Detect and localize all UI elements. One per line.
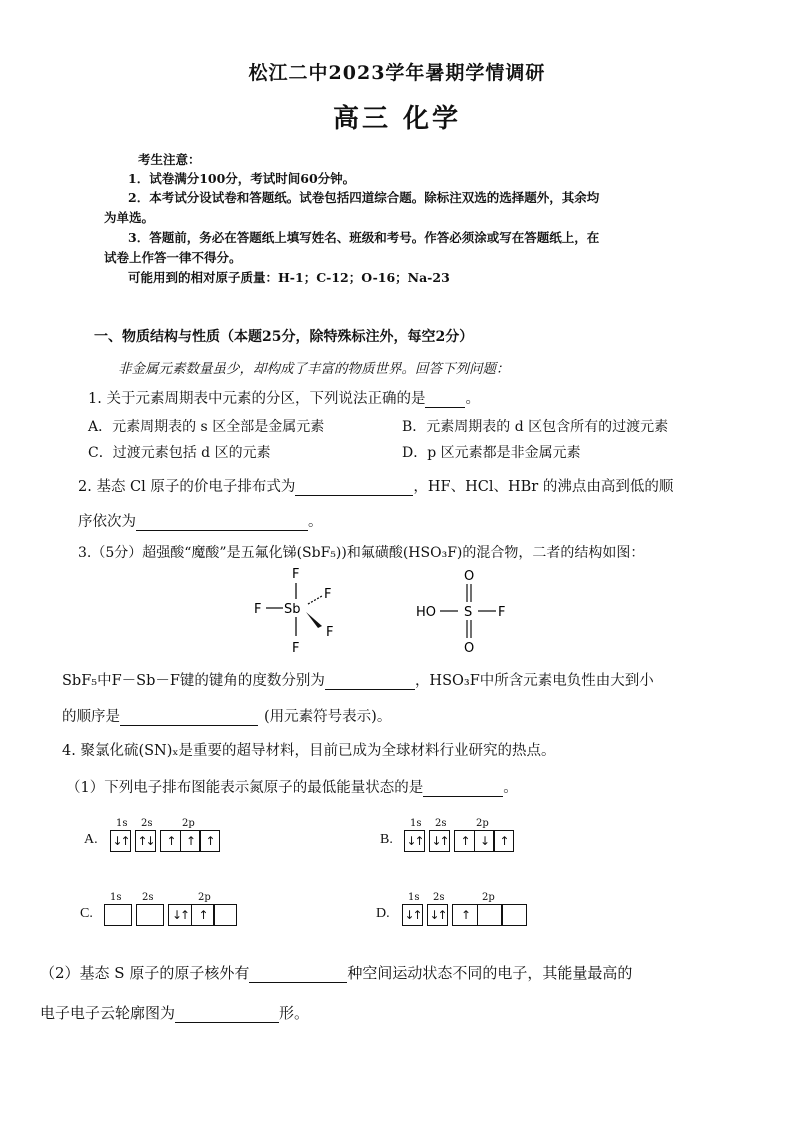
orbital-box [104, 904, 132, 926]
orbital-label: 2s [433, 892, 445, 903]
q1-option-c: C．过渡元素包括 d 区的元素 [88, 445, 271, 461]
orbital-option-b-letter: B. [380, 832, 393, 847]
hso3f-o-bottom: O [464, 641, 475, 656]
orbital-box [501, 904, 527, 926]
q1-stem: 1. 关于元素周期表中元素的分区，下列说法正确的是 [88, 391, 426, 407]
hso3f-ho: HO [416, 605, 437, 620]
orbital-box: ↓↑ [427, 904, 448, 926]
q3-blank-1[interactable] [325, 673, 415, 690]
orbital-box [136, 904, 164, 926]
hso3f-center: S [464, 605, 473, 620]
exam-title: 松江二中2023学年暑期学情调研 [248, 62, 546, 84]
question-3-line1: SbF₅中F－Sb－F键的键角的度数分别为 ，HSO₃F中所含元素电负性由大到小 [62, 673, 654, 689]
orbital-box: ↓↑ [429, 830, 450, 852]
question-4-sub1: （1）下列电子排布图能表示氮原子的最低能量状态的是 。 [66, 780, 518, 796]
question-4-sub2: （2）基态 S 原子的原子核外有 种空间运动状态不同的电子，其能量最高的 [40, 964, 633, 982]
orbital-diagram-c[interactable] [104, 892, 241, 926]
q1-answer-blank[interactable] [425, 391, 465, 408]
sbf5-f-top: F [292, 567, 300, 582]
orbital-label: 2s [141, 818, 153, 829]
atomic-masses: 可能用到的相对原子质量：H-1；C-12；O-16；Na-23 [128, 270, 450, 285]
orbital-box: ↓↑ [110, 830, 131, 852]
orbital-box [213, 904, 237, 926]
question-4-stem: 4. 聚氯化硫(SN)ₓ是重要的超导材料，目前已成为全球材料行业研究的热点。 [62, 743, 556, 759]
question-3-line2: 的顺序是 (用元素符号表示)。 [62, 709, 392, 725]
orbital-box: ↓↑ [168, 904, 192, 926]
orbital-box: ↑ [454, 830, 475, 852]
orbital-diagram-a[interactable] [110, 818, 224, 852]
notice-item-1: 1．试卷满分100分，考试时间60分钟。 [128, 171, 356, 186]
orbital-label: 2p [482, 892, 495, 903]
q2-blank-1[interactable] [295, 479, 413, 496]
notice-heading: 考生注意： [138, 152, 201, 167]
orbital-box: ↓ [474, 830, 495, 852]
notice-item-3a: 3．答题前，务必在答题纸上填写姓名、班级和考号。作答必须涂或写在答题纸上，在 [128, 230, 600, 245]
orbital-box: ↑↓ [135, 830, 156, 852]
q4-blank-1[interactable] [423, 780, 503, 797]
orbital-box: ↑ [452, 904, 478, 926]
orbital-diagram-d[interactable] [402, 892, 531, 926]
question-1: 1. 关于元素周期表中元素的分区，下列说法正确的是 。 [88, 391, 480, 407]
orbital-label: 2p [476, 818, 489, 829]
orbital-box: ↓↑ [402, 904, 423, 926]
q1-option-a: A．元素周期表的 s 区全部是金属元素 [88, 419, 325, 435]
orbital-label: 1s [110, 892, 122, 903]
q2-blank-2[interactable] [136, 514, 308, 531]
sbf5-center: Sb [284, 602, 301, 617]
question-2-line2: 序依次为 。 [78, 514, 323, 530]
orbital-label: 1s [408, 892, 420, 903]
section-intro: 非金属元素数量虽少，却构成了丰富的物质世界。回答下列问题： [118, 361, 510, 377]
orbital-label: 2s [435, 818, 447, 829]
orbital-box [477, 904, 503, 926]
sbf5-f-upper-right: F [324, 587, 332, 602]
orbital-label: 2p [198, 892, 211, 903]
orbital-box: ↑ [199, 830, 220, 852]
orbital-box: ↑ [180, 830, 201, 852]
q1-option-b: B．元素周期表的 d 区包含所有的过渡元素 [402, 419, 669, 435]
notice-item-3b: 试卷上作答一律不得分。 [104, 250, 242, 265]
sbf5-f-left: F [254, 602, 262, 617]
orbital-box: ↑ [191, 904, 215, 926]
orbital-label: 2s [142, 892, 154, 903]
sbf5-f-bottom: F [292, 641, 300, 656]
orbital-box: ↓↑ [404, 830, 425, 852]
notice-item-2a: 2．本考试分设试卷和答题纸。试卷包括四道综合题。除标注双选的选择题外，其余均 [128, 190, 600, 205]
q4-blank-3[interactable] [175, 1006, 279, 1023]
orbital-box: ↑ [493, 830, 514, 852]
hso3f-f: F [498, 605, 506, 620]
orbital-option-c-letter: C. [80, 906, 93, 921]
exam-subtitle: 高三 化学 [332, 104, 462, 134]
orbital-option-d-letter: D. [376, 906, 390, 921]
hso3f-structure [412, 566, 522, 658]
orbital-label: 1s [116, 818, 128, 829]
question-3-stem: 3.（5分）超强酸“魔酸”是五氟化锑(SbF₅))和氟磺酸(HSO₃F)的混合物，二者的结构如图： [78, 545, 645, 561]
section-heading: 一、物质结构与性质（本题25分，除特殊标注外，每空2分） [94, 329, 474, 345]
q4-blank-2[interactable] [249, 966, 347, 983]
q1-option-d: D．p 区元素都是非金属元素 [402, 445, 581, 461]
orbital-diagram-b[interactable] [404, 818, 518, 852]
question-2: 2. 基态 Cl 原子的价电子排布式为 ，HF、HCl、HBr 的沸点由高到低的顺 [78, 479, 674, 495]
q3-blank-2[interactable] [120, 709, 258, 726]
hso3f-o-top: O [464, 569, 475, 584]
orbital-label: 2p [182, 818, 195, 829]
notice-item-2b: 为单选。 [104, 210, 155, 225]
orbital-label: 1s [410, 818, 422, 829]
orbital-option-a-letter: A. [84, 832, 98, 847]
orbital-box: ↑ [160, 830, 181, 852]
sbf5-f-lower-right: F [326, 625, 334, 640]
sbf5-structure [246, 562, 356, 658]
q2-stem: 2. 基态 Cl 原子的价电子排布式为 [78, 479, 296, 495]
question-4-sub2-line2: 电子电子云轮廓图为 形。 [40, 1004, 310, 1022]
